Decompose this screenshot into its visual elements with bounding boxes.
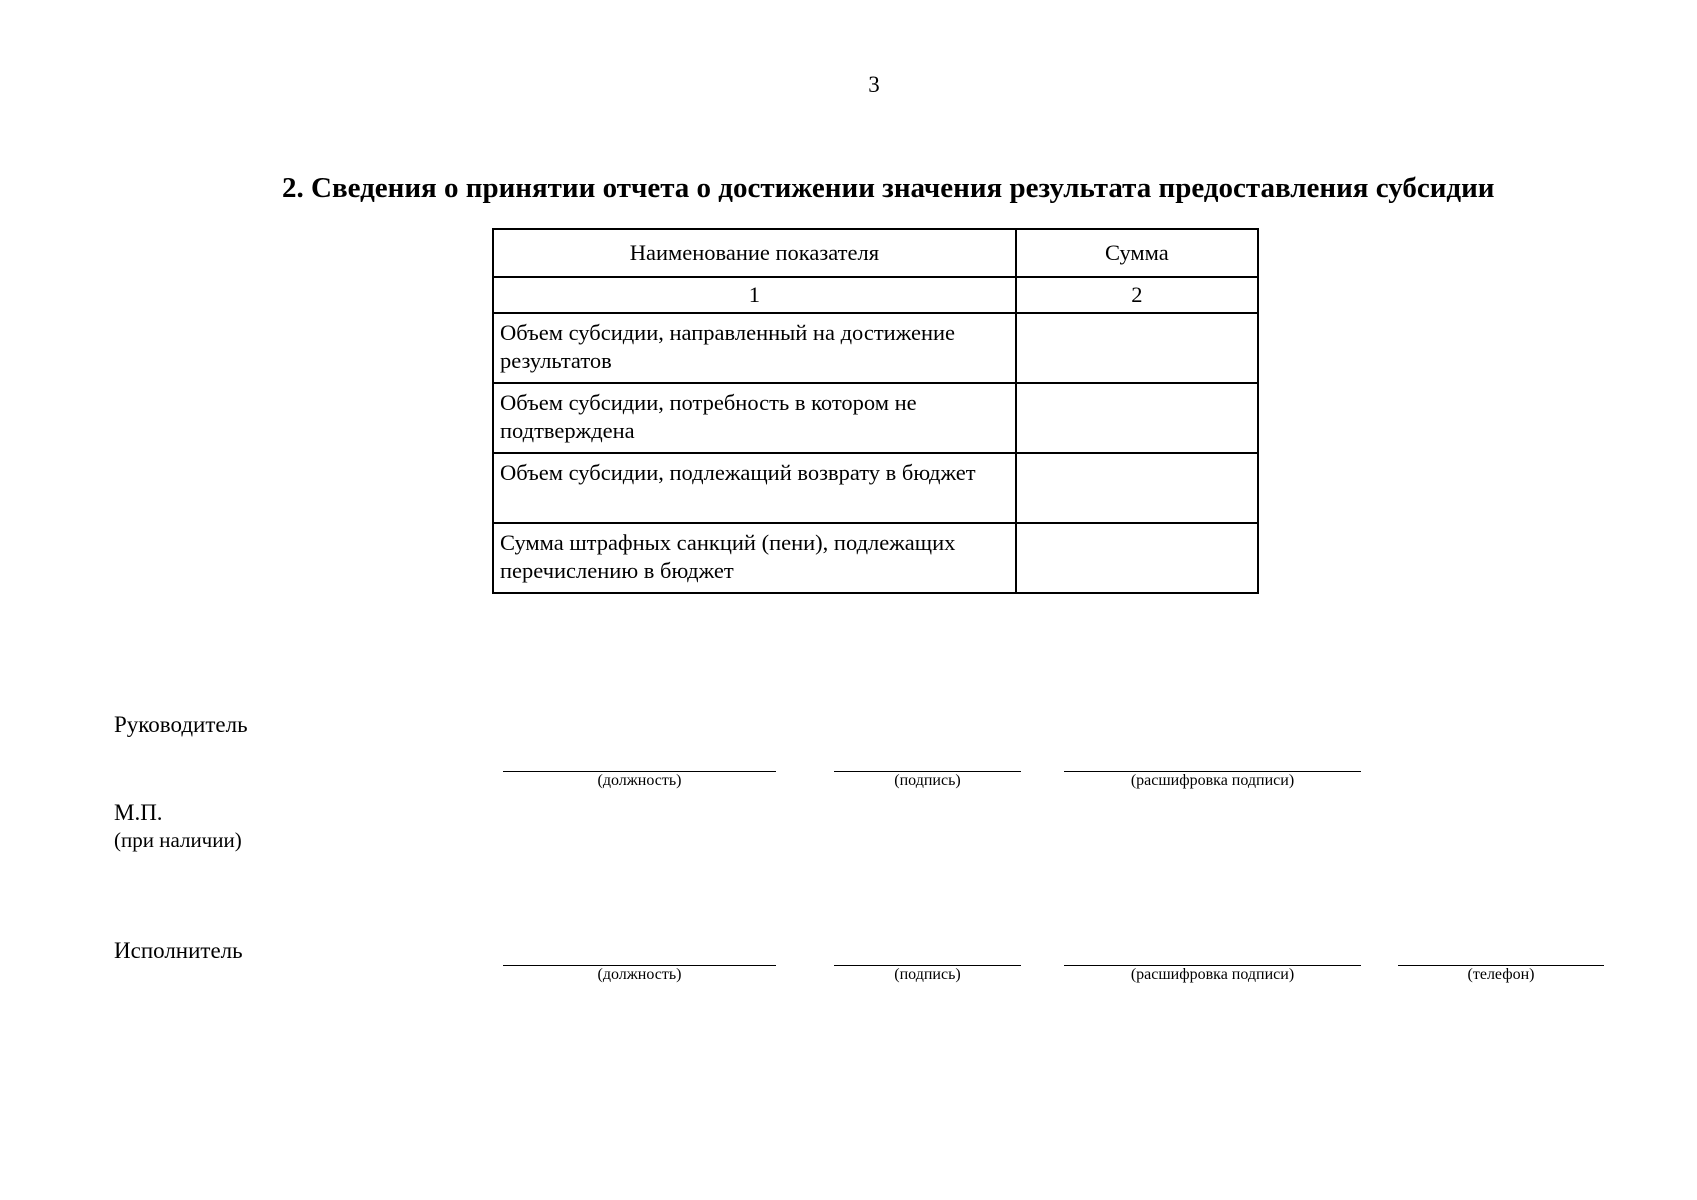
executor-decoding-caption: (расшифровка подписи) xyxy=(1130,966,1295,983)
column-number-2: 2 xyxy=(1016,277,1258,313)
head-position-caption: (должность) xyxy=(597,772,682,789)
executor-position-caption: (должность) xyxy=(597,966,682,983)
table-row xyxy=(493,523,1258,593)
row-indicator-name: Объем субсидии, потребность в котором не подтверждена xyxy=(493,383,1016,453)
table-row xyxy=(493,453,1258,523)
row-indicator-name: Объем субсидии, направленный на достижение результатов xyxy=(493,313,1016,383)
executor-decoding-field[interactable] xyxy=(1064,965,1361,984)
head-decoding-field[interactable] xyxy=(1064,771,1361,790)
page-number: 3 xyxy=(868,72,880,97)
head-signature-caption: (подпись) xyxy=(894,772,961,789)
head-decoding-caption: (расшифровка подписи) xyxy=(1130,772,1295,789)
header-sum: Сумма xyxy=(1016,229,1258,277)
head-label: Руководитель xyxy=(114,712,248,737)
table-header-row xyxy=(493,229,1258,277)
row-indicator-name: Сумма штрафных санкций (пени), подлежащих перечислению в бюджет xyxy=(493,523,1016,593)
head-signature-field[interactable] xyxy=(834,771,1021,790)
executor-position-field[interactable] xyxy=(503,965,776,984)
stamp-note: (при наличии) xyxy=(114,828,242,852)
executor-phone-field[interactable] xyxy=(1398,965,1604,984)
row-sum-cell[interactable] xyxy=(1016,523,1258,593)
row-indicator-name: Объем субсидии, подлежащий возврату в бюджет xyxy=(493,453,1016,523)
section-title: 2. Сведения о принятии отчета о достижении значения результата предоставления субсидии xyxy=(282,172,1495,204)
table-row xyxy=(493,383,1258,453)
executor-phone-caption: (телефон) xyxy=(1467,966,1535,983)
table-row xyxy=(493,313,1258,383)
executor-signature-field[interactable] xyxy=(834,965,1021,984)
header-indicator-name: Наименование показателя xyxy=(493,229,1016,277)
row-sum-cell[interactable] xyxy=(1016,313,1258,383)
column-number-row xyxy=(493,277,1258,313)
column-number-1: 1 xyxy=(493,277,1016,313)
row-sum-cell[interactable] xyxy=(1016,453,1258,523)
head-position-field[interactable] xyxy=(503,771,776,790)
stamp-label: М.П. xyxy=(114,800,163,825)
executor-signature-caption: (подпись) xyxy=(894,966,961,983)
row-sum-cell[interactable] xyxy=(1016,383,1258,453)
report-table xyxy=(492,228,1259,594)
executor-label: Исполнитель xyxy=(114,938,243,963)
